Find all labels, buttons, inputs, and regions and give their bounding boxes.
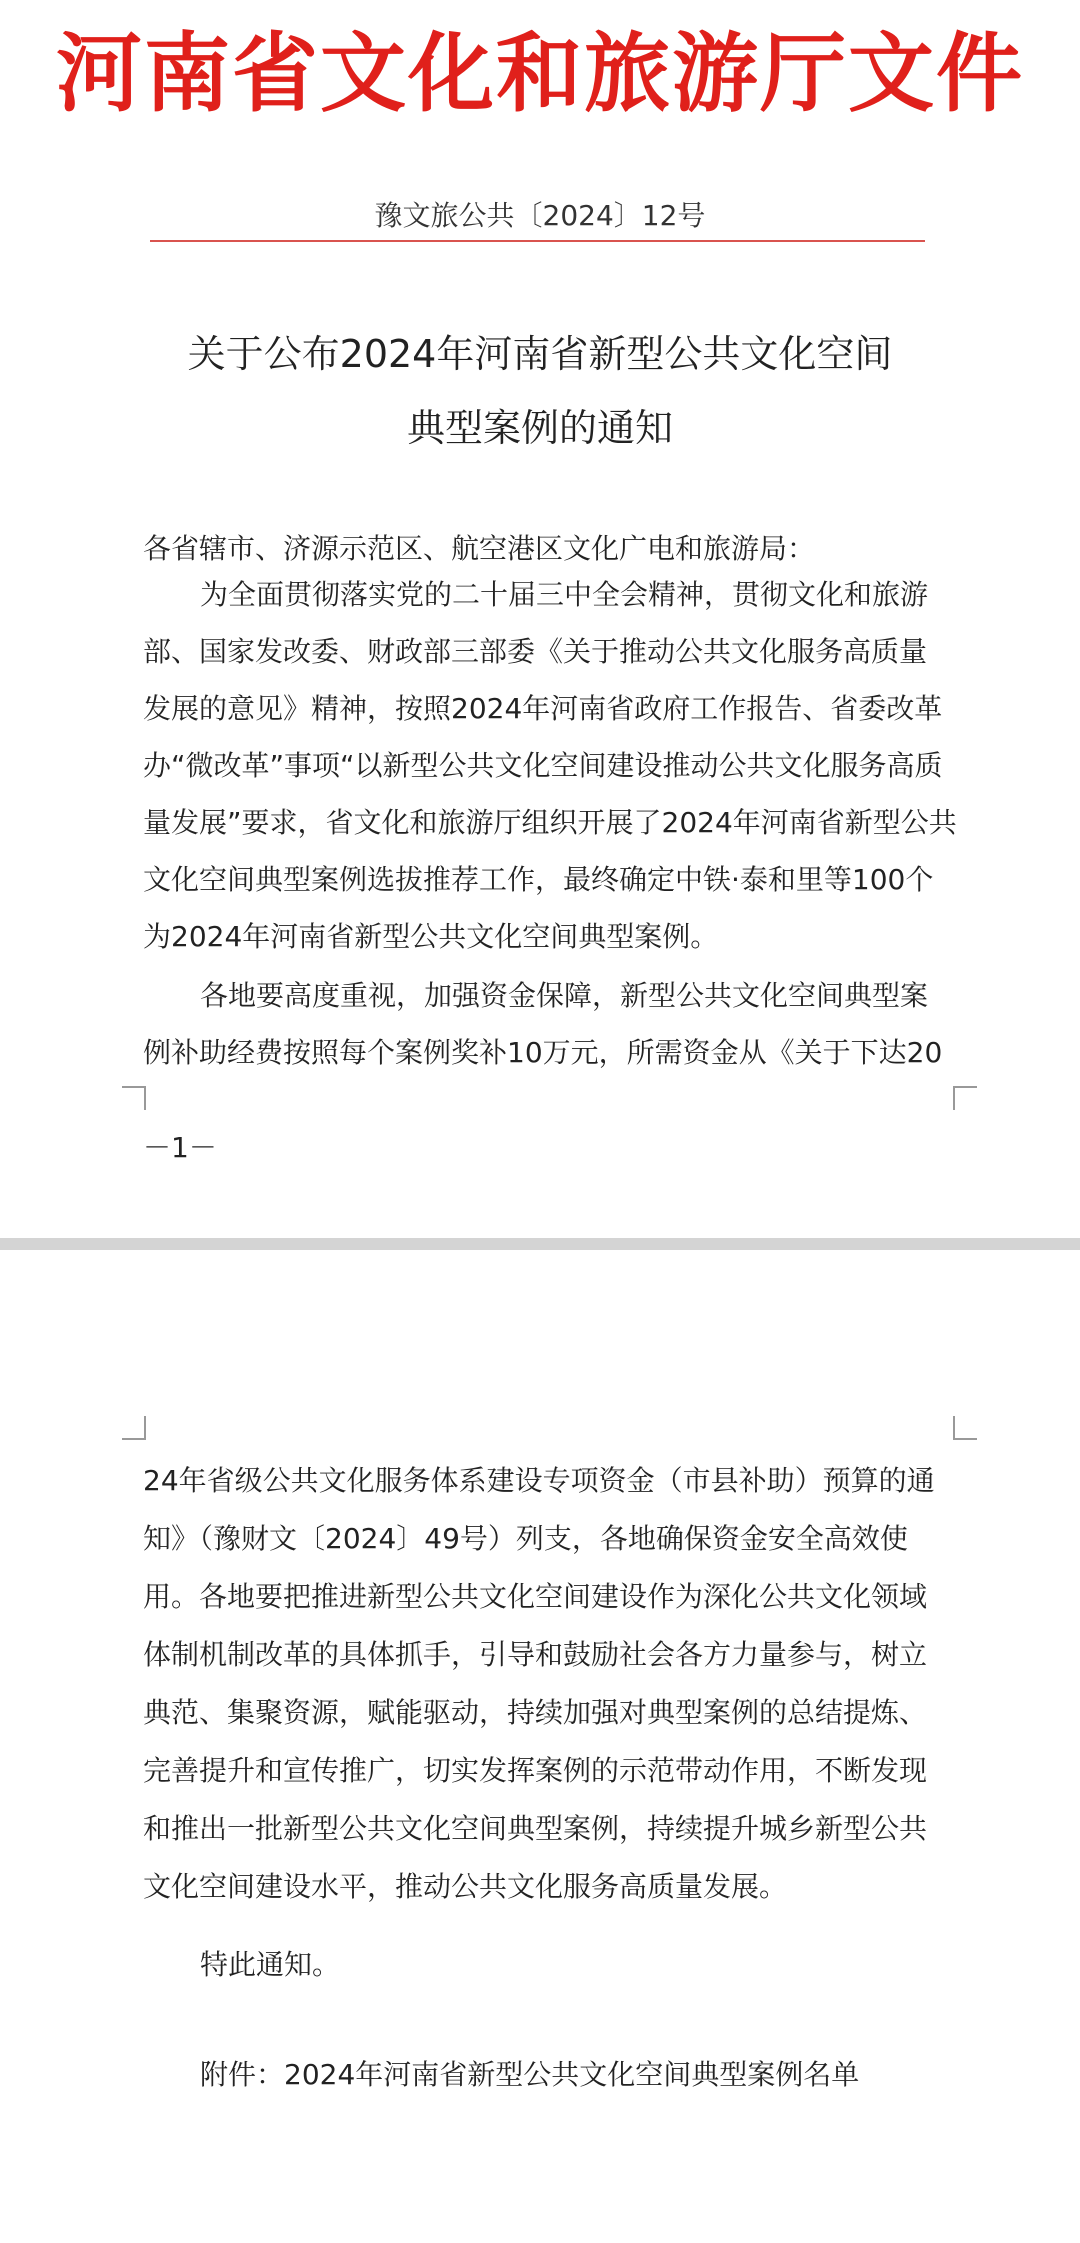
paragraph-line: 各地要高度重视，加强资金保障，新型公共文化空间典型案 <box>200 979 929 1012</box>
paragraph-line: 部、国家发改委、财政部三部委《关于推动公共文化服务高质量 <box>143 635 928 668</box>
notice-title-line-1: 关于公布2024年河南省新型公共文化空间 <box>187 332 893 376</box>
masthead-title: 河南省文化和旅游厅文件 <box>56 24 1024 124</box>
page-number: －1－ <box>143 1131 217 1164</box>
crop-mark-top-left <box>122 1416 146 1440</box>
body-paragraph-2 <box>143 967 943 1081</box>
paragraph-line: 知》（豫财文〔2024〕49号）列支，各地确保资金安全高效使 <box>143 1522 908 1555</box>
paragraph-line: 例补助经费按照每个案例奖补10万元，所需资金从《关于下达20 <box>143 1036 943 1069</box>
paragraph-line: 用。各地要把推进新型公共文化空间建设作为深化公共文化领域 <box>143 1580 928 1613</box>
closing-remark: 特此通知。 <box>200 1948 341 1981</box>
paragraph-line: 办“微改革”事项“以新型公共文化空间建设推动公共文化服务高质 <box>143 749 943 782</box>
body-paragraph-3 <box>143 1452 943 1916</box>
paragraph-line: 文化空间建设水平，推动公共文化服务高质量发展。 <box>143 1870 788 1903</box>
paragraph-line: 为全面贯彻落实党的二十届三中全会精神，贯彻文化和旅游 <box>200 578 929 611</box>
paragraph-line: 为2024年河南省新型公共文化空间典型案例。 <box>143 920 719 953</box>
paragraph-line: 24年省级公共文化服务体系建设专项资金（市县补助）预算的通 <box>143 1464 935 1497</box>
crop-mark-top-right <box>953 1416 977 1440</box>
attachment-line: 附件：2024年河南省新型公共文化空间典型案例名单 <box>200 2058 860 2091</box>
red-separator-line <box>150 240 925 242</box>
salutation: 各省辖市、济源示范区、航空港区文化广电和旅游局： <box>143 532 816 565</box>
crop-mark-bottom-right <box>953 1086 977 1110</box>
crop-mark-bottom-left <box>122 1086 146 1110</box>
paragraph-line: 和推出一批新型公共文化空间典型案例，持续提升城乡新型公共 <box>143 1812 928 1845</box>
body-paragraph-1 <box>143 566 957 965</box>
paragraph-line: 典范、集聚资源，赋能驱动，持续加强对典型案例的总结提炼、 <box>143 1696 928 1729</box>
document-number: 豫文旅公共〔2024〕12号 <box>374 199 706 232</box>
paragraph-line: 体制机制改革的具体抓手，引导和鼓励社会各方力量参与，树立 <box>143 1638 928 1671</box>
page-divider <box>0 1238 1080 1250</box>
paragraph-line: 量发展”要求，省文化和旅游厅组织开展了2024年河南省新型公共 <box>143 806 957 839</box>
paragraph-line: 发展的意见》精神，按照2024年河南省政府工作报告、省委改革 <box>143 692 943 725</box>
notice-title-line-2: 典型案例的通知 <box>406 406 673 450</box>
paragraph-line: 完善提升和宣传推广，切实发挥案例的示范带动作用，不断发现 <box>143 1754 928 1787</box>
paragraph-line: 文化空间典型案例选拔推荐工作，最终确定中铁·泰和里等100个 <box>143 863 934 896</box>
